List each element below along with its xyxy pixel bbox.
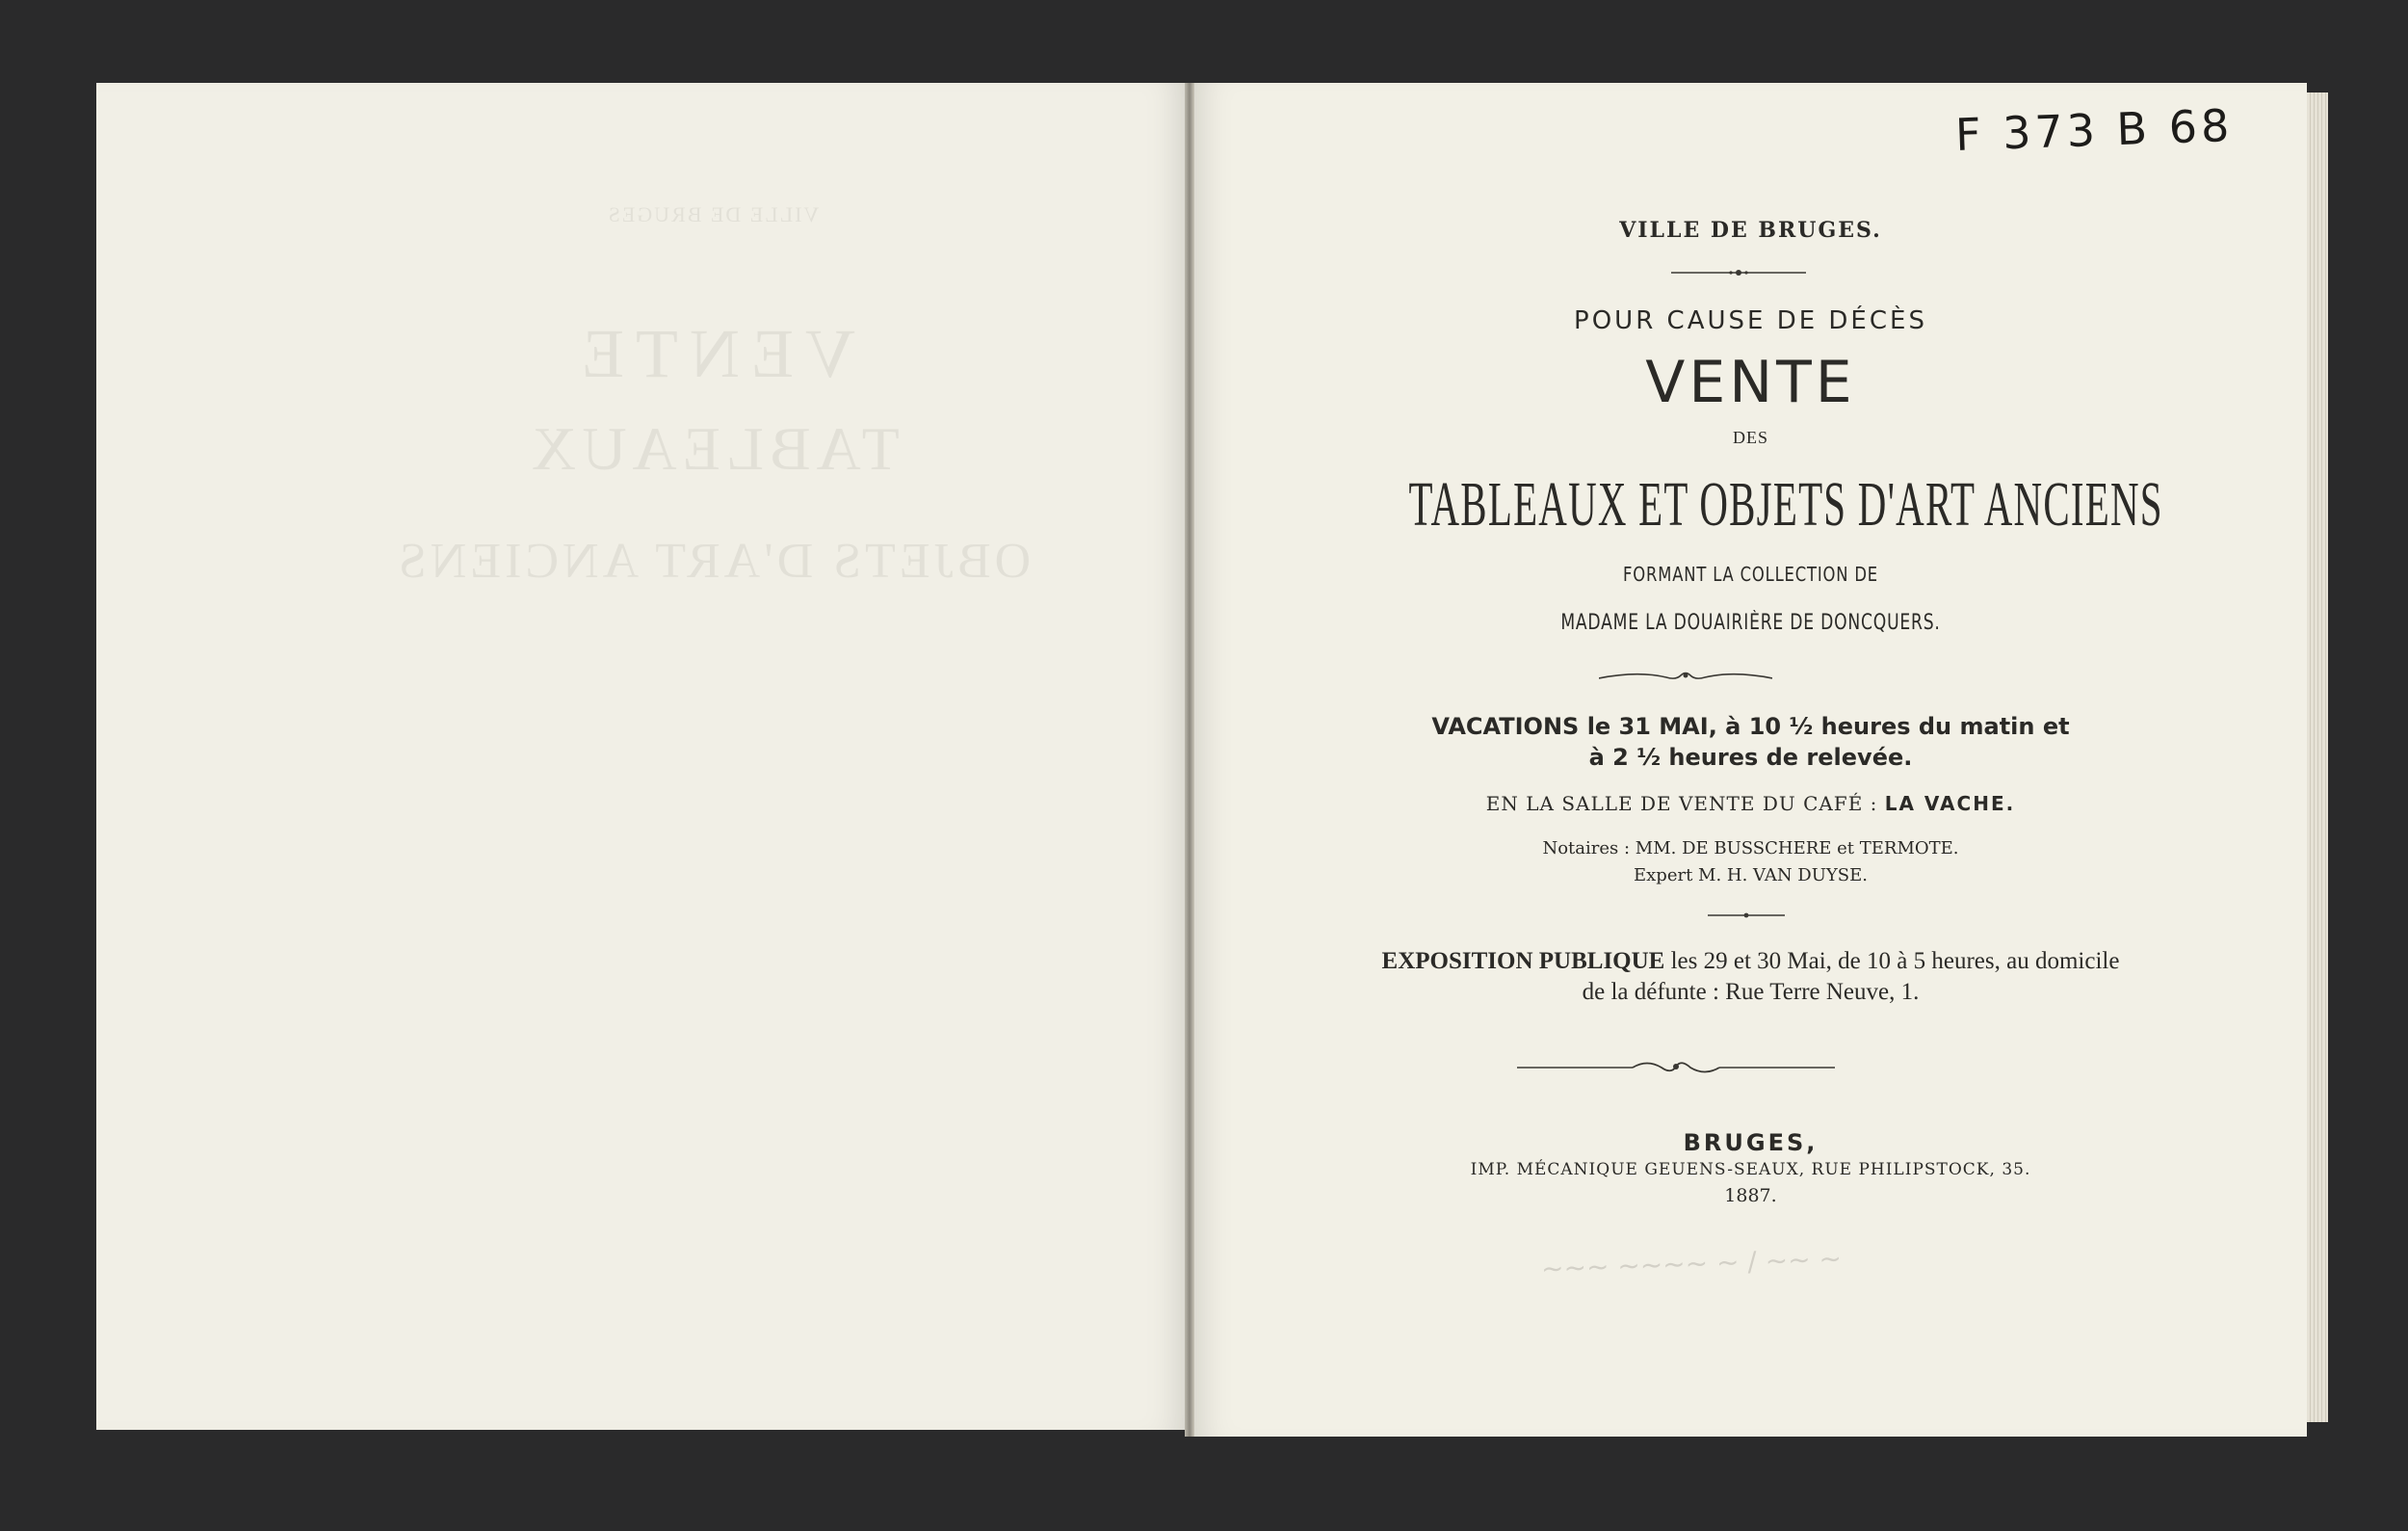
bleed-line: VENTE	[570, 315, 855, 392]
owner-line: MADAME LA DOUAIRIÈRE DE DONCQUERS.	[1560, 611, 1941, 635]
title-page-content	[1199, 0, 2302, 1531]
sessions-line-2: à 2 ½ heures de relevée.	[1588, 744, 1913, 771]
exhibition-line-1	[1199, 948, 2302, 975]
sessions-label: VACATIONS	[1431, 713, 1580, 740]
imprint-city: BRUGES,	[1683, 1129, 1819, 1156]
expert-line: Expert M. H. VAN DUYSE.	[1634, 865, 1868, 885]
sale-title: VENTE	[1645, 349, 1856, 416]
page-edges	[2307, 92, 2328, 1422]
flourish-ornament	[1517, 1057, 1835, 1076]
bleed-line: VILLE DE BRUGES	[606, 202, 820, 226]
left-page-bleed-through-text	[289, 116, 1137, 1175]
venue-line	[1199, 792, 2302, 815]
sessions-line-1	[1199, 713, 2302, 740]
scroll-ornament	[1599, 667, 1772, 686]
exhibition-label: EXPOSITION PUBLIQUE	[1381, 948, 1665, 974]
book-gutter	[1185, 83, 1194, 1437]
rule-ornament	[1708, 911, 1785, 920]
imprint-year: 1887.	[1724, 1185, 1777, 1206]
handwritten-shelfmark: F 373 B 68	[1954, 98, 2235, 162]
rule-ornament	[1671, 268, 1806, 277]
pencil-note-faint: ~~~ ~~~~ ~ / ~~ ~	[1540, 1242, 1843, 1285]
collection-line: FORMANT LA COLLECTION DE	[1623, 563, 1878, 586]
imprint-printer: IMP. MÉCANIQUE GEUENS-SEAUX, RUE PHILIPSTOCK, 35.	[1470, 1160, 2031, 1179]
des-word: DES	[1732, 428, 1768, 447]
venue-prefix: EN LA SALLE DE VENTE DU CAFÉ :	[1485, 792, 1878, 815]
bleed-line: OBJETS D'ART ANCIENS	[394, 534, 1032, 589]
sessions-detail: le 31 MAI, à 10 ½ heures du matin et	[1586, 713, 2070, 740]
cause-heading: POUR CAUSE DE DÉCÈS	[1574, 306, 1927, 335]
venue-name: LA VACHE.	[1884, 792, 2016, 815]
city-heading: VILLE DE BRUGES.	[1619, 218, 1882, 243]
exhibition-detail: les 29 et 30 Mai, de 10 à 5 heures, au domicile	[1670, 948, 2120, 974]
exhibition-line-2: de la défunte : Rue Terre Neuve, 1.	[1582, 979, 1920, 1005]
notaries-line: Notaires : MM. DE BUSSCHERE et TERMOTE.	[1542, 838, 1959, 858]
bleed-line: TABLEAUX	[526, 414, 900, 483]
collection-title: TABLEAUX ET OBJETS D'ART ANCIENS	[1408, 469, 2163, 540]
